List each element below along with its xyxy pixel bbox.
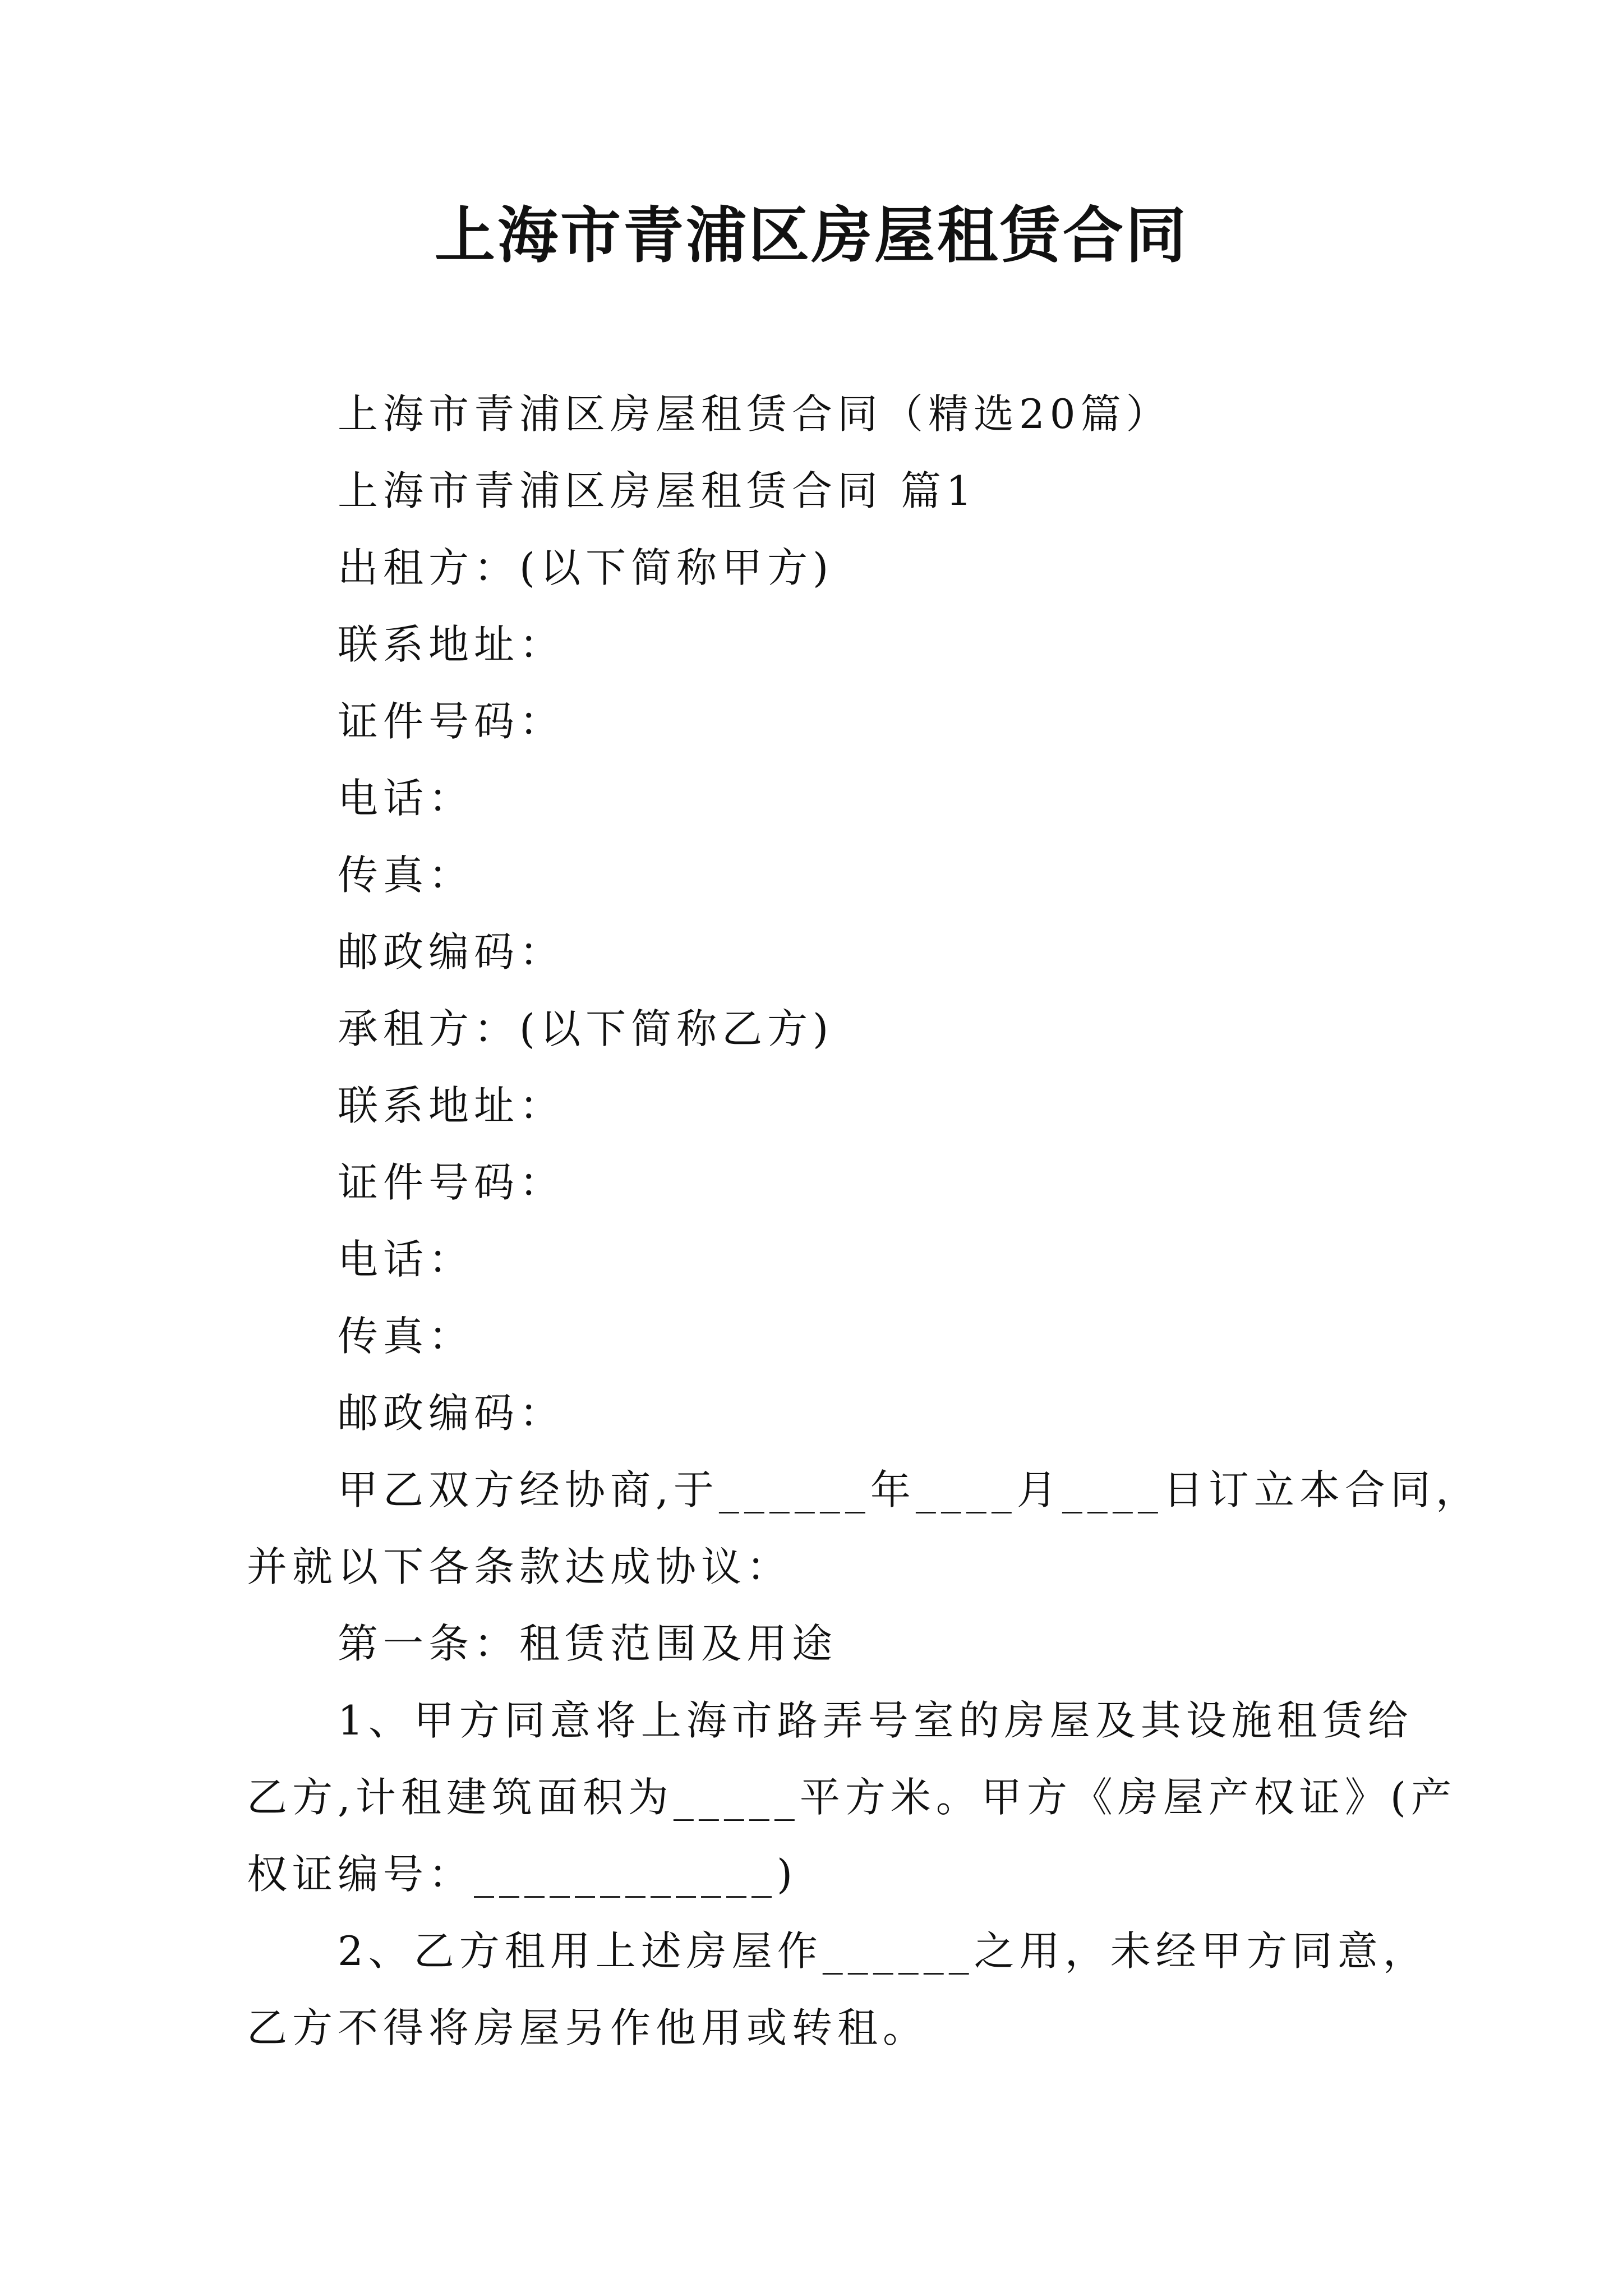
paragraph-line: 证件号码： [338,1159,565,1206]
paragraph-line: 2、乙方租用上述房屋作______之用，未经甲方同意， [338,1927,1428,1975]
document-body [247,376,1481,2067]
paragraph-line: 邮政编码： [338,1389,565,1437]
paragraph-line: 传真： [338,852,474,899]
paragraph-line: 上海市青浦区房屋租赁合同（精选20篇） [338,390,1172,438]
paragraph-line: 上海市青浦区房屋租赁合同 篇1 [338,467,977,514]
paragraph-line: 甲乙双方经协商,于______年____月____日订立本合同， [338,1466,1481,1513]
paragraph-line: 联系地址： [338,621,565,668]
paragraph-line: 第一条：租赁范围及用途 [338,1620,838,1667]
paragraph-line: 电话： [338,1236,474,1283]
paragraph-line: 证件号码： [338,698,565,745]
document-title: 上海市青浦区房屋租赁合同 [434,200,1188,271]
paragraph-line: 乙方不得将房屋另作他用或转租。 [247,2004,929,2051]
paragraph-line: 联系地址： [338,1082,565,1129]
paragraph-line: 电话： [338,775,474,822]
paragraph-line: 承租方：(以下简称乙方) [338,1005,834,1052]
paragraph-line: 权证编号：____________) [247,1851,798,1898]
paragraph-line: 1、甲方同意将上海市路弄号室的房屋及其设施租赁给 [338,1697,1413,1744]
paragraph-line: 邮政编码： [338,928,565,976]
paragraph-line: 乙方,计租建筑面积为_____平方米。甲方《房屋产权证》(产 [247,1774,1456,1821]
paragraph-line: 出租方：(以下简称甲方) [338,544,834,591]
paragraph-line: 并就以下各条款达成协议： [247,1543,792,1590]
paragraph-line: 传真： [338,1313,474,1360]
